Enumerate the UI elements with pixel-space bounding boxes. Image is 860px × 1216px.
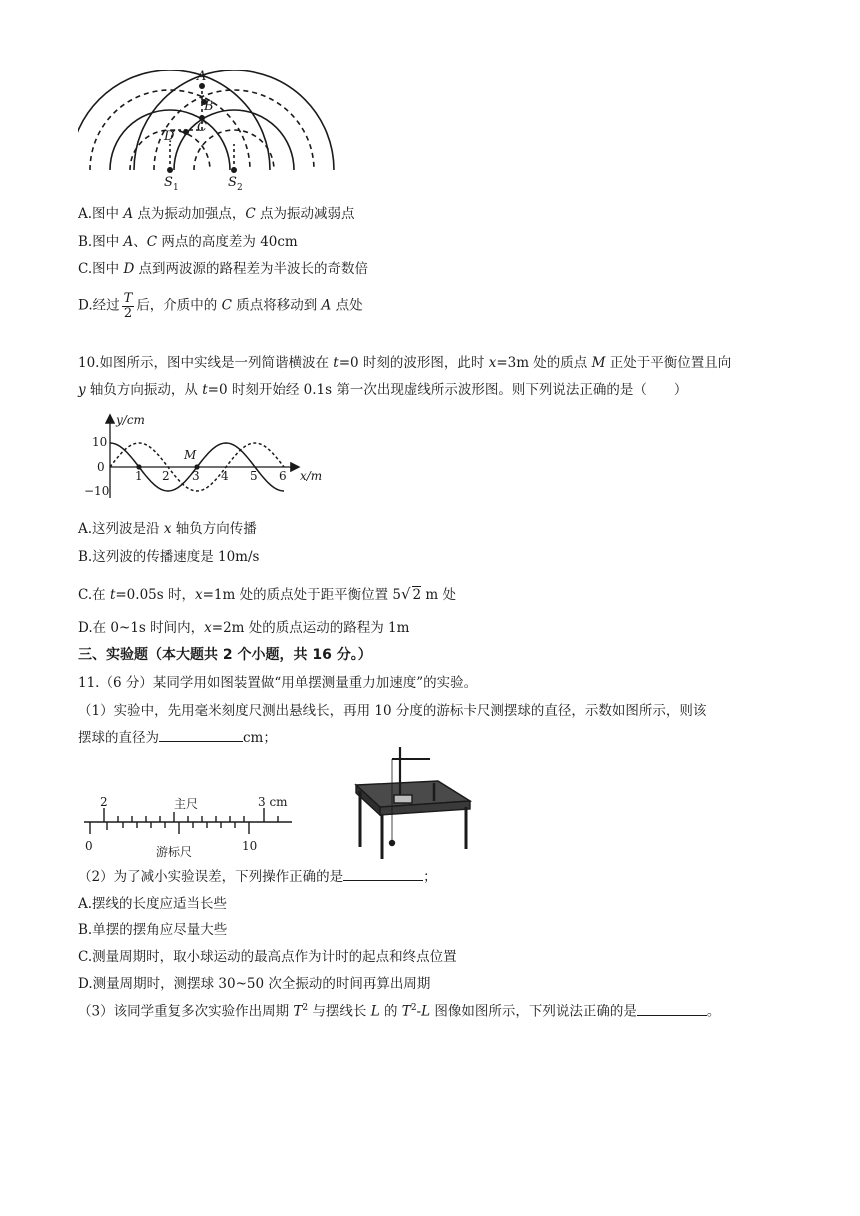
- q11-part2-option-d: D.测量周期时，测摆球 30~50 次全振动的时间再算出周期: [78, 976, 431, 992]
- q11-part3-stem: （3）该同学重复多次实验作出周期 $T^2$ 与摆线长 L 的 $T^2-L$ 图像如图所示，下列说法正确的是 。: [78, 1003, 721, 1020]
- tick-y-10: 10: [92, 435, 108, 449]
- main-scale-2: 2: [100, 795, 108, 809]
- label-a: A: [197, 70, 207, 84]
- label-b: B: [204, 99, 214, 114]
- q11-part2-option-a: A.摆线的长度应适当长些: [78, 896, 228, 912]
- point-d: [183, 129, 189, 135]
- answer-blank-diameter[interactable]: [159, 741, 243, 742]
- q10-option-c: C.在 t=0.05s 时，x=1m 处的质点处于距平衡位置 5√ 2 m 处: [78, 585, 457, 603]
- x-axis-label: x/m: [300, 469, 323, 483]
- source-s2: [231, 167, 237, 173]
- main-scale-label: 主尺: [174, 797, 199, 811]
- q10-option-a: A.这列波是沿 x 轴负方向传播: [78, 521, 257, 537]
- tick-x-1: 1: [135, 469, 143, 483]
- tick-y-neg10: −10: [84, 484, 110, 498]
- answer-blank-part3[interactable]: [637, 1015, 707, 1016]
- q11-intro: 11.（6 分）某同学用如图装置做“用单摆测量重力加速度”的实验。: [78, 675, 478, 691]
- label-c: C: [197, 120, 207, 135]
- y-axis-label: y/cm: [116, 413, 145, 427]
- tick-x-4: 4: [221, 469, 229, 483]
- tick-x-6: 6: [279, 469, 287, 483]
- label-d: D: [164, 129, 175, 144]
- main-scale-3cm: 3 cm: [258, 795, 288, 809]
- q11-part2-option-c: C.测量周期时，取小球运动的最高点作为计时的起点和终点位置: [78, 949, 457, 965]
- tick-y-0: 0: [97, 460, 105, 474]
- q9-option-b: B.图中 A、C 两点的高度差为 40cm: [78, 234, 298, 250]
- label-s2-sub: 2: [237, 183, 243, 193]
- vernier-label: 游标尺: [156, 845, 193, 859]
- label-s1: S: [164, 175, 173, 190]
- wave-graph: [76, 410, 336, 502]
- q11-part2-stem: （2）为了减小实验误差，下列操作正确的是 ；: [78, 869, 437, 885]
- section-title: 三、实验题（本大题共 2 个小题，共 16 分。）: [78, 647, 372, 663]
- q11-part1-line2: 摆球的直径为 cm；: [78, 730, 277, 746]
- label-s1-sub: 1: [173, 183, 179, 193]
- pendulum-apparatus: [352, 745, 476, 863]
- source-s1: [167, 167, 173, 173]
- q11-part1-line1: （1）实验中，先用毫米刻度尺测出悬线长，再用 10 分度的游标卡尺测摆球的直径，示数如图所示，则该: [78, 703, 707, 719]
- vernier-10: 10: [242, 839, 258, 853]
- q10-option-b: B.这列波的传播速度是 10m/s: [78, 549, 260, 565]
- tick-x-3: 3: [192, 469, 200, 483]
- q9-option-c: C.图中 D 点到两波源的路程差为半波长的奇数倍: [78, 261, 369, 277]
- tick-x-5: 5: [250, 469, 258, 483]
- q9-option-d: D.经过 $\frac{T}{2}$ 后，介质中的 C 质点将移动到 A 点处: [78, 291, 363, 321]
- q10-option-d: D.在 0~1s 时间内，x=2m 处的质点运动的路程为 1m: [78, 620, 410, 636]
- q9-option-a: A.图中 A 点为振动加强点，C 点为振动减弱点: [78, 206, 355, 222]
- q10-stem-line1: 10.如图所示，图中实线是一列简谐横波在 t=0 时刻的波形图，此时 x=3m 处的质点 M 正处于平衡位置且向: [78, 355, 732, 371]
- q11-part2-option-b: B.单摆的摆角应尽量大些: [78, 922, 228, 938]
- vernier-caliper: [78, 790, 298, 862]
- wave-interference-figure: [78, 70, 338, 198]
- fraction-t-over-2: $\frac{T}{2}$: [123, 291, 133, 321]
- q10-stem-line2: y 轴负方向振动，从 t=0 时刻开始经 0.1s 第一次出现虚线所示波形图。则下列说法正确的是（ ）: [78, 382, 688, 398]
- label-s2: S: [228, 175, 237, 190]
- answer-blank-part2[interactable]: [343, 880, 423, 881]
- point-m-label: M: [184, 448, 197, 462]
- tick-x-2: 2: [162, 469, 170, 483]
- vernier-0: 0: [85, 839, 93, 853]
